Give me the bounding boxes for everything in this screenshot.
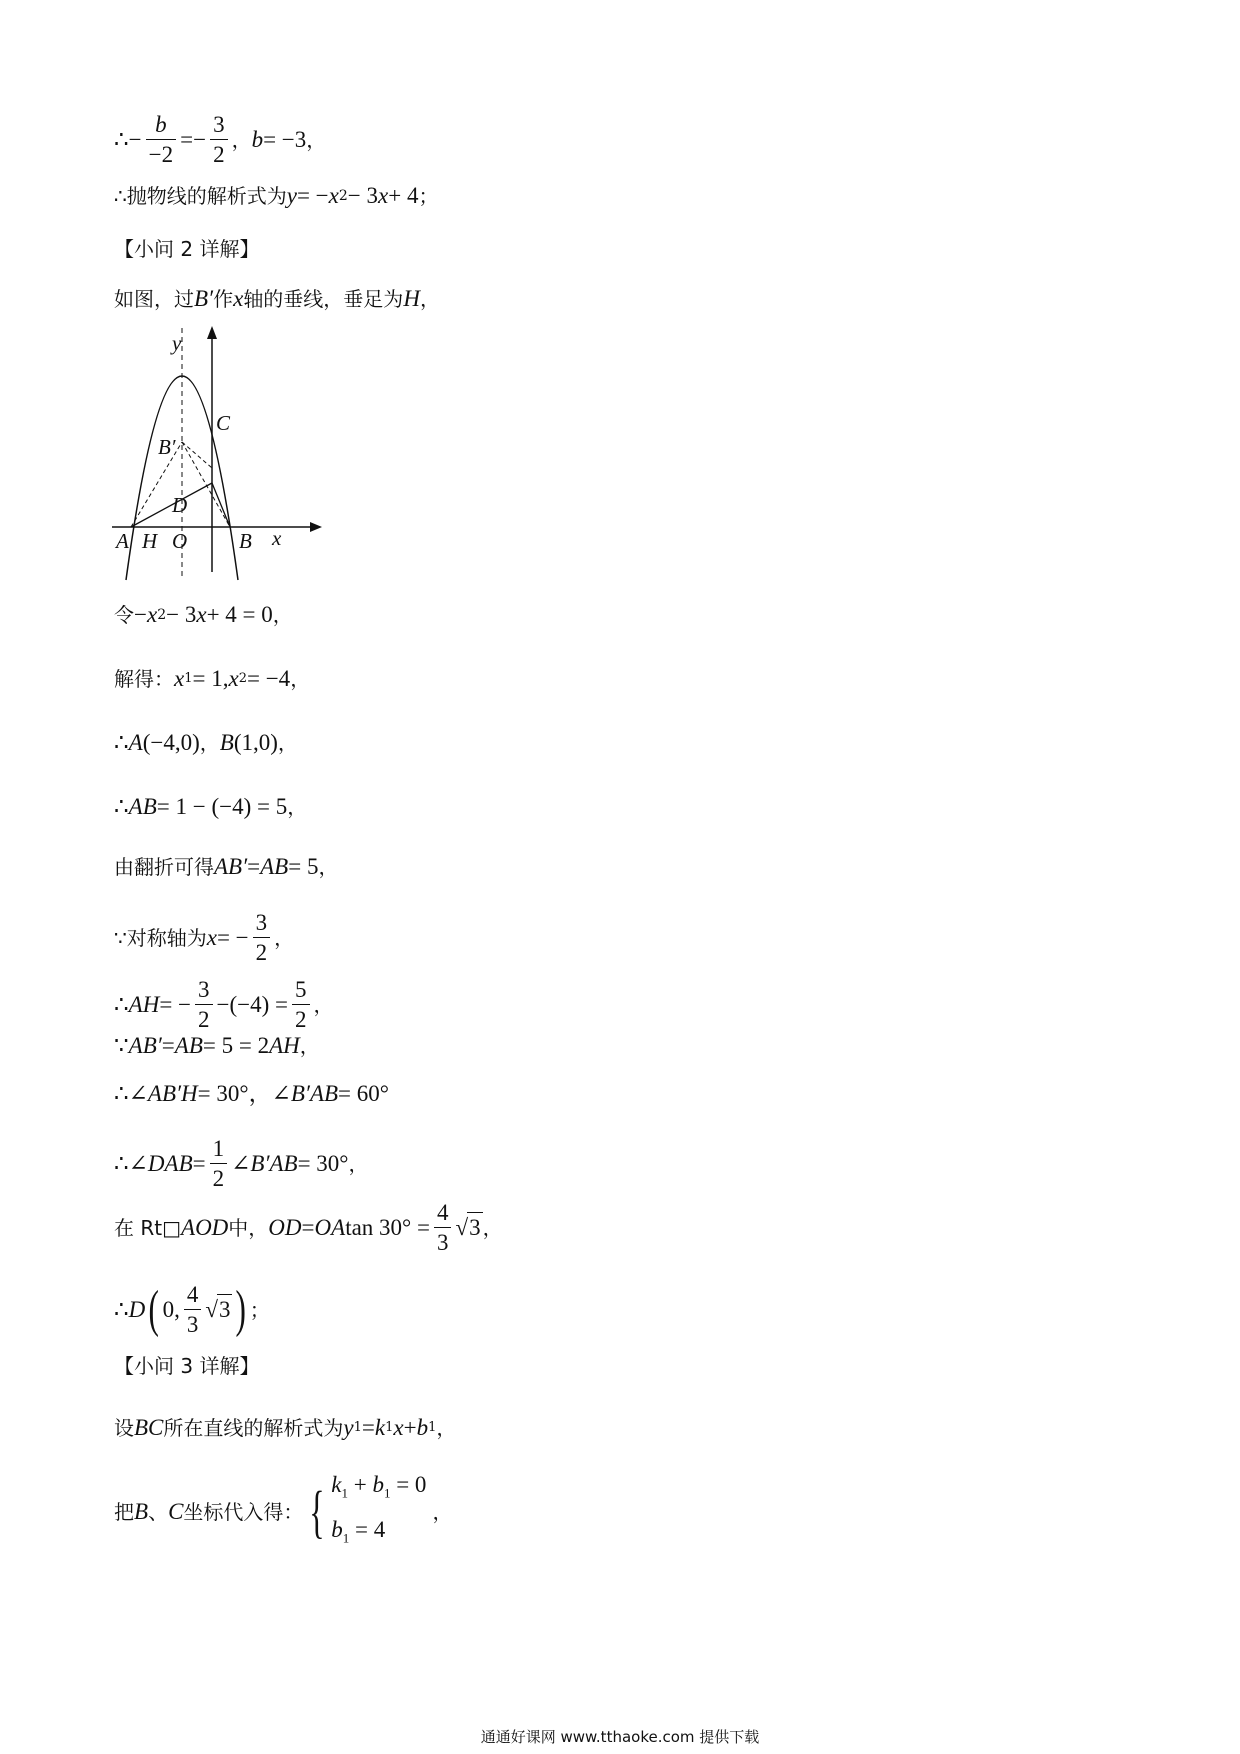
figure-svg	[112, 322, 327, 587]
therefore-symbol: ∴	[114, 1296, 129, 1322]
expr: = −	[216, 924, 249, 950]
expr: = −	[296, 183, 329, 208]
radical-sign: √	[455, 1215, 469, 1241]
triangle-label: AOD	[181, 1214, 229, 1240]
label-C: C	[216, 411, 231, 435]
system-row-1	[331, 1467, 426, 1512]
text: 轴的垂线，垂足为	[243, 287, 404, 311]
comma: ，	[432, 1500, 453, 1524]
angle-label: DAB	[147, 1150, 193, 1176]
comma: ，	[277, 731, 298, 755]
expr: =	[301, 1214, 315, 1240]
expr: = 30°	[297, 1150, 349, 1176]
parabola-figure	[112, 322, 327, 587]
length-AH	[114, 977, 334, 1033]
expr: − 3	[166, 602, 197, 627]
symmetry-axis-eq	[114, 910, 294, 966]
text: 所在直线的解析式为	[163, 1416, 344, 1440]
radicand: 3	[217, 1294, 233, 1325]
roots	[114, 664, 310, 694]
fold-equality	[114, 852, 338, 882]
comma: ，	[348, 1151, 369, 1176]
expr: +	[347, 1472, 373, 1498]
text: 如图，过	[114, 287, 194, 311]
segment-label: AB′	[128, 1033, 162, 1058]
text: 设	[114, 1416, 134, 1440]
expr: = 60°	[338, 1081, 389, 1106]
left-paren: (	[148, 1280, 160, 1338]
frac-num: 5	[295, 977, 307, 1002]
minus-sign: −	[128, 126, 142, 152]
text: 解得：	[114, 667, 174, 691]
expr: 0,	[162, 1296, 180, 1322]
var-x: x	[378, 183, 389, 208]
text: 、	[148, 1500, 169, 1524]
var-y: y	[343, 1415, 354, 1440]
var-x: x	[233, 286, 244, 311]
parabola-equation	[114, 181, 438, 211]
subscript: 1	[184, 671, 193, 686]
equation-system	[331, 1467, 426, 1556]
expr: + 4 = 0	[206, 602, 273, 627]
frac-den: 2	[195, 1004, 213, 1032]
var-x: x	[174, 666, 185, 691]
segment-label: BC	[134, 1415, 164, 1440]
substitute-B-C	[114, 1472, 452, 1552]
therefore-symbol: ∴	[114, 991, 129, 1017]
var-b: b	[372, 1472, 384, 1498]
therefore-symbol: ∴	[114, 730, 129, 755]
because-AB-2AH	[114, 1031, 320, 1061]
frac-den: 3	[434, 1227, 452, 1255]
segment-label: AB′	[214, 854, 248, 879]
expr: + 4	[388, 183, 419, 208]
expr: = 5	[288, 854, 319, 879]
point-label: D	[128, 1296, 146, 1322]
subscript: 1	[342, 1530, 350, 1546]
segment-label: AH	[128, 991, 160, 1017]
comma: ，	[436, 1416, 457, 1440]
angle-symbol: ∠	[231, 1150, 251, 1176]
system-row-2	[331, 1512, 426, 1557]
var-x: x	[228, 666, 239, 691]
angle-label: B′AB	[250, 1150, 298, 1176]
text: 把	[114, 1500, 134, 1524]
segment-label: AH	[269, 1033, 300, 1058]
subscript: 1	[353, 1420, 362, 1435]
fraction	[195, 977, 213, 1033]
label-H: H	[142, 529, 158, 553]
expr: − 3	[347, 183, 379, 208]
frac-den: 2	[210, 139, 228, 167]
length-AB	[114, 792, 307, 822]
frac-num: b	[155, 112, 167, 137]
var-x: x	[393, 1415, 404, 1440]
text: 在 Rt	[114, 1215, 163, 1240]
frac-num: 4	[436, 1200, 449, 1225]
radical-sign: √	[205, 1297, 218, 1323]
text: 令	[114, 603, 134, 627]
label-y: y	[172, 331, 182, 355]
comma: ，	[290, 667, 311, 691]
expr: = −4	[246, 666, 291, 691]
coords: (1,0)	[233, 730, 278, 755]
comma: ，	[231, 127, 252, 152]
expr: = 0	[390, 1472, 427, 1498]
subscript: 1	[428, 1420, 437, 1435]
var-b: b	[251, 126, 264, 152]
angle-symbol: ，∠	[248, 1081, 291, 1106]
label-A: A	[116, 529, 129, 553]
heading-text: 【小问 3 详解】	[114, 1354, 260, 1378]
fraction	[292, 977, 310, 1033]
equation-rest: = −3	[263, 126, 307, 152]
angles-30-60	[114, 1079, 389, 1109]
subscript: 2	[238, 671, 247, 686]
superscript: 2	[157, 607, 167, 623]
fraction	[184, 1282, 202, 1338]
left-brace: {	[309, 1479, 325, 1544]
angle-label: B′AB	[290, 1081, 339, 1106]
var-x: x	[206, 924, 217, 950]
text: 由翻折可得	[114, 855, 214, 879]
point-label: B	[134, 1499, 149, 1524]
points-A-B	[114, 728, 298, 758]
segment-label: AB	[174, 1033, 203, 1058]
angle-label: AB′H	[147, 1081, 198, 1106]
frac-den: 3	[184, 1309, 202, 1337]
expr: =	[161, 1033, 175, 1058]
right-paren: )	[235, 1280, 247, 1338]
comma: ，	[287, 795, 308, 819]
section-heading-q2	[114, 234, 259, 264]
label-D: D	[172, 493, 188, 517]
construction-text	[114, 284, 440, 314]
comma: ，	[318, 855, 339, 879]
var-y: y	[286, 183, 297, 208]
fraction	[253, 910, 271, 966]
segment-B-prime-D	[182, 442, 212, 468]
point-label: A	[128, 730, 143, 755]
therefore-symbol: ∴	[114, 126, 129, 152]
angle-symbol: ∴∠	[114, 1081, 148, 1106]
segment-label: OD	[268, 1214, 302, 1240]
length-OD	[114, 1200, 503, 1256]
label-x: x	[272, 526, 282, 550]
text: 中，	[228, 1215, 269, 1240]
because-symbol: ∵	[114, 1033, 129, 1058]
superscript: 2	[338, 188, 348, 204]
expr: = −	[159, 991, 192, 1017]
comma: ，	[419, 287, 440, 311]
var-b: b	[416, 1415, 429, 1440]
segment-DB	[212, 483, 230, 527]
expr: = 4	[349, 1517, 386, 1542]
comma: ，	[274, 925, 295, 950]
text: 作	[213, 287, 234, 311]
radicand: 3	[467, 1212, 483, 1243]
label-B-prime: B′	[158, 435, 176, 459]
subscript: 1	[383, 1486, 391, 1501]
eq-b-solution	[114, 112, 326, 168]
comma: ，	[299, 1034, 320, 1058]
expr: −(−4) =	[216, 991, 288, 1017]
sqrt	[455, 1212, 482, 1243]
comma: ，	[482, 1215, 503, 1240]
fraction-b-over-neg2	[146, 112, 176, 168]
frac-den: 2	[210, 1163, 228, 1191]
var-x: x	[328, 183, 339, 208]
text: ∴抛物线的解析式为	[114, 184, 287, 208]
comma: ，	[272, 603, 293, 627]
point-label: H	[403, 286, 420, 311]
comma: ，	[313, 992, 334, 1017]
segment-label: AB	[260, 854, 289, 879]
triangle-glyph: □	[162, 1215, 182, 1240]
fraction-3-over-2	[210, 112, 228, 168]
expr: +	[403, 1415, 417, 1440]
subscript: 1	[385, 1420, 394, 1435]
x-axis-arrow	[310, 522, 322, 532]
expr: tan 30° =	[345, 1214, 430, 1240]
semicolon: ；	[249, 1297, 270, 1322]
frac-num: 3	[198, 977, 210, 1002]
var-k: k	[374, 1415, 386, 1440]
sqrt	[205, 1294, 232, 1325]
point-label: B	[219, 730, 234, 755]
var-x: x	[196, 602, 207, 627]
expr: −	[134, 602, 147, 627]
fraction	[210, 1136, 228, 1192]
line-BC-equation	[114, 1413, 456, 1443]
label-O: O	[172, 529, 188, 553]
frac-den: 2	[292, 1004, 310, 1032]
point-D	[114, 1282, 270, 1338]
var-b: b	[331, 1517, 343, 1542]
expr: =	[247, 854, 261, 879]
point-label: B′	[194, 286, 214, 311]
frac-den: 2	[253, 937, 271, 965]
frac-num: 3	[213, 112, 225, 137]
therefore-symbol: ∴	[114, 794, 129, 819]
var-x: x	[146, 602, 158, 627]
frac-num: 4	[186, 1282, 199, 1307]
expr: = 30°	[197, 1081, 249, 1106]
segment-label: OA	[314, 1214, 346, 1240]
segment-label: AB	[128, 794, 157, 819]
heading-text: 【小问 2 详解】	[114, 237, 260, 261]
footer-watermark: 通通好课网 www.tthaoke.com 提供下载	[480, 1728, 760, 1746]
comma: ，	[199, 731, 220, 755]
subscript: 1	[341, 1486, 348, 1501]
frac-num: 3	[255, 910, 268, 935]
expr: =	[192, 1150, 206, 1176]
set-equation-zero	[114, 600, 293, 630]
section-heading-q3	[114, 1351, 259, 1381]
text: 坐标代入得：	[183, 1500, 304, 1524]
frac-den: −2	[146, 139, 176, 167]
label-B: B	[239, 529, 252, 553]
point-label: C	[168, 1499, 184, 1524]
text: ∵对称轴为	[114, 925, 207, 950]
var-k: k	[331, 1472, 342, 1498]
expr: = 1,	[192, 666, 229, 691]
fraction	[434, 1200, 452, 1256]
equals-sign: =	[180, 126, 194, 152]
angle-symbol: ∴∠	[114, 1150, 148, 1176]
expr: = 5 = 2	[202, 1033, 270, 1058]
expr: = 1 − (−4) = 5	[156, 794, 288, 819]
frac-num: 1	[212, 1136, 225, 1161]
comma: ，	[306, 127, 327, 152]
y-axis-arrow	[207, 326, 217, 339]
minus-sign: −	[193, 126, 207, 152]
coords: (−4,0)	[142, 730, 200, 755]
semicolon: ；	[418, 184, 439, 208]
expr: =	[361, 1415, 375, 1440]
angle-DAB	[114, 1136, 369, 1192]
